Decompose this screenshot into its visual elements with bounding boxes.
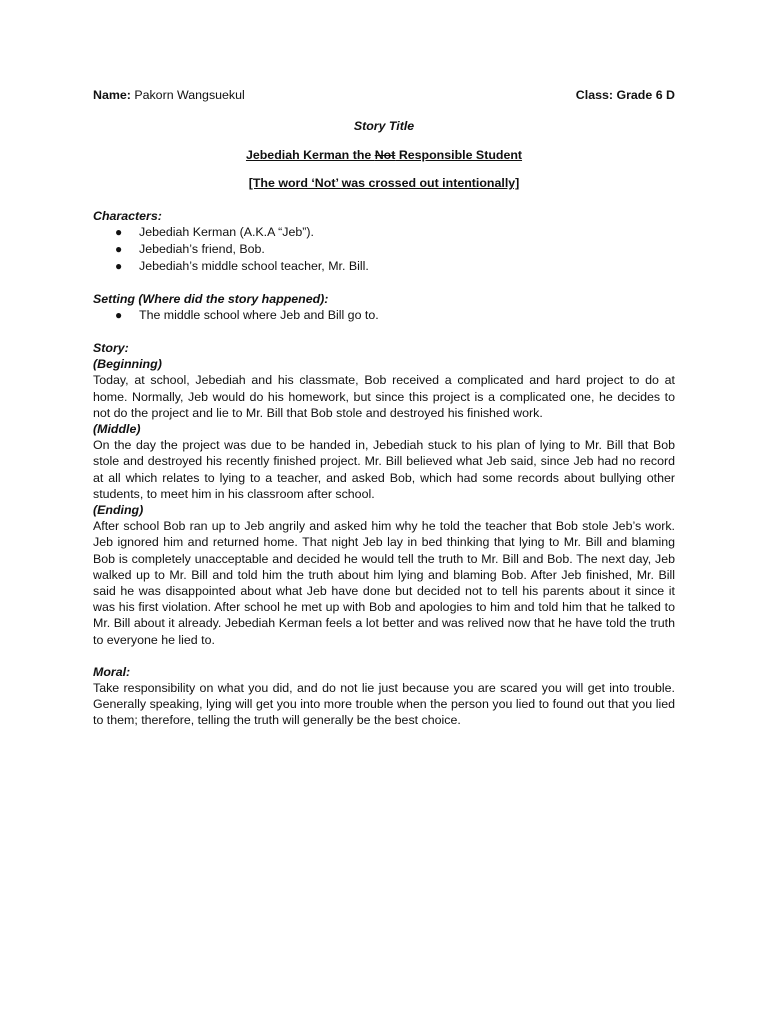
- student-class: [576, 87, 675, 105]
- beginning-label: (Beginning): [93, 357, 162, 372]
- character-text: Jebediah’s friend, Bob.: [139, 241, 265, 256]
- name-value: Pakorn Wangsuekul: [134, 88, 245, 102]
- document-page: [93, 87, 675, 729]
- middle-label: (Middle): [93, 422, 141, 437]
- list-item: [93, 224, 675, 241]
- list-item: [93, 258, 675, 275]
- setting-text: The middle school where Jeb and Bill go to.: [139, 308, 379, 323]
- ending-label: (Ending): [93, 503, 144, 518]
- character-text: Jebediah Kerman (A.K.A “Jeb”).: [139, 224, 314, 239]
- student-name: [93, 87, 245, 105]
- story-title: [93, 147, 675, 163]
- title-note: [The word ‘Not’ was crossed out intentionally]: [248, 176, 520, 191]
- title-struck-word: Not: [374, 148, 396, 163]
- name-label: Name:: [93, 88, 131, 102]
- list-item: [93, 307, 675, 324]
- setting-heading: Setting (Where did the story happened):: [93, 291, 329, 306]
- character-text: Jebediah’s middle school teacher, Mr. Bill.: [139, 258, 369, 273]
- class-value: Grade 6 D: [616, 88, 675, 102]
- bullet-icon: ●: [115, 308, 123, 323]
- middle-paragraph: On the day the project was due to be handed in, Jebediah stuck to his plan of lying to Mr. Bill that Bob stole and destroyed his recently finished project. Mr. Bill believed what Jeb said, since Jeb had no record at all which relates to lying to a teacher, and asked Bob, which had some records about bullying other students, to meet him in his classroom after school.: [93, 438, 675, 501]
- ending-paragraph: After school Bob ran up to Jeb angrily and asked him why he told the teacher that Bob stole Jeb’s work. Jeb ignored him and returned home. That night Jeb lay in bed thinking that lying to Mr. Bill and blaming Bob is completely unacceptable and decided he would tell the truth to Mr. Bill and Bob. The next day, Jeb walked up to Mr. Bill and told him the truth about him lying and blaming Bob. After Jeb finished, Mr. Bill said he was disappointed about what Jeb have done but decided not to tell his parents about it since it was his first violation. After school he met up with Bob and apologies to him and told him that he talked to Mr. Bill about it already. Jebediah Kerman feels a lot better and was relived now that he have told the truth to everyone he lied to.: [93, 519, 675, 647]
- moral-heading: Moral:: [93, 664, 131, 679]
- moral-paragraph: Take responsibility on what you did, and do not lie just because you are scared you will get into trouble. Generally speaking, lying will get you into more trouble when the person you lied to found out that you lied to them; therefore, telling the truth will generally be the best choice.: [93, 681, 675, 728]
- bullet-icon: ●: [115, 224, 123, 239]
- list-item: [93, 241, 675, 258]
- setting-list: [93, 307, 675, 324]
- bullet-icon: ●: [115, 258, 123, 273]
- beginning-paragraph: Today, at school, Jebediah and his classmate, Bob received a complicated and hard project to do at home. Normally, Jeb would do his homework, but since this project is a complicated one, he decides to not do the project and lie to Mr. Bill that Bob stole and destroyed his finished work.: [93, 373, 675, 420]
- title-part-before: Jebediah Kerman the: [245, 148, 375, 163]
- header-row: [93, 87, 675, 105]
- characters-list: [93, 224, 675, 275]
- characters-heading: Characters:: [93, 208, 162, 223]
- class-label: Class:: [575, 88, 613, 102]
- title-part-after: Responsible Student: [395, 148, 523, 163]
- story-title-heading: Story Title: [353, 119, 415, 133]
- bullet-icon: ●: [115, 241, 123, 256]
- story-heading: Story:: [93, 341, 129, 356]
